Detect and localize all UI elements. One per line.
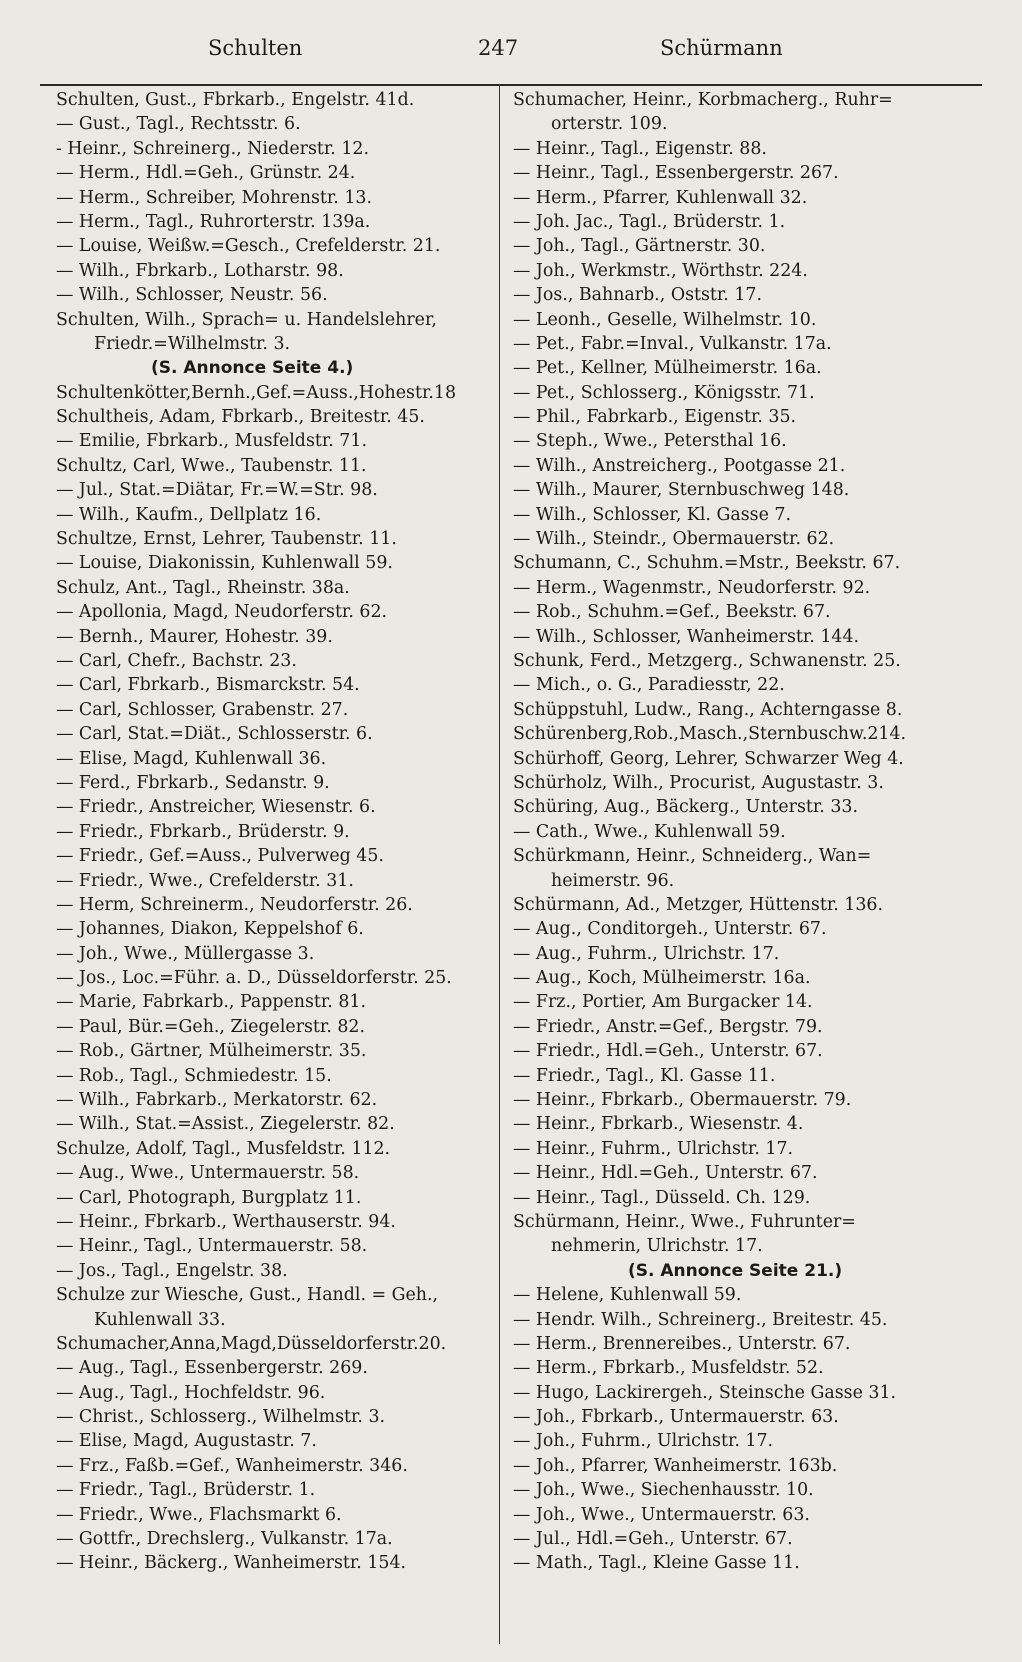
directory-entry: — Wilh., Maurer, Sternbuschweg 148.	[513, 480, 850, 501]
directory-entry: — Math., Tagl., Kleine Gasse 11.	[513, 1553, 800, 1574]
directory-entry: — Christ., Schlosserg., Wilhelmstr. 3.	[56, 1407, 386, 1428]
directory-entry: — Herm., Schreiber, Mohrenstr. 13.	[56, 187, 372, 208]
annonce-reference: (S. Annonce Seite 21.)	[628, 1260, 843, 1281]
directory-entry: orterstr. 109.	[551, 114, 668, 135]
directory-entry: Kuhlenwall 33.	[94, 1309, 226, 1330]
directory-entry: — Bernh., Maurer, Hohestr. 39.	[56, 626, 333, 647]
directory-entry: — Friedr., Anstr.=Gef., Bergstr. 79.	[513, 1016, 823, 1037]
directory-entry: Schumacher,Anna,Magd,Düsseldorferstr.20.	[56, 1333, 447, 1354]
directory-entry: — Herm., Fbrkarb., Musfeldstr. 52.	[513, 1358, 824, 1379]
directory-entry: — Ferd., Fbrkarb., Sedanstr. 9.	[56, 772, 330, 793]
directory-entry: Schürhoff, Georg, Lehrer, Schwarzer Weg 4.	[513, 748, 904, 769]
directory-entry: — Heinr., Fbrkarb., Wiesenstr. 4.	[513, 1114, 804, 1135]
directory-entry: — Heinr., Hdl.=Geh., Unterstr. 67.	[513, 1163, 818, 1184]
directory-entry: — Joh. Jac., Tagl., Brüderstr. 1.	[513, 211, 786, 232]
directory-entry: — Pet., Fabr.=Inval., Vulkanstr. 17a.	[513, 333, 832, 354]
directory-entry: — Joh., Wwe., Siechenhausstr. 10.	[513, 1480, 814, 1501]
directory-entry: Schultenkötter,Bernh.,Gef.=Auss.,Hohestr.18	[56, 382, 457, 403]
directory-entry: — Herm., Tagl., Ruhrorterstr. 139a.	[56, 211, 371, 232]
directory-entry: — Carl, Chefr., Bachstr. 23.	[56, 650, 297, 671]
directory-entry: — Heinr., Fuhrm., Ulrichstr. 17.	[513, 1138, 794, 1159]
header-rule	[40, 84, 982, 86]
page-header	[0, 36, 1022, 70]
directory-entry: — Elise, Magd, Kuhlenwall 36.	[56, 748, 327, 769]
directory-entry: — Johannes, Diakon, Keppelshof 6.	[56, 919, 364, 940]
directory-entry: Schultze, Ernst, Lehrer, Taubenstr. 11.	[56, 529, 397, 550]
directory-entry: — Jos., Bahnarb., Oststr. 17.	[513, 285, 763, 306]
directory-entry: — Heinr., Fbrkarb., Werthauserstr. 94.	[56, 1211, 396, 1232]
directory-entry: — Emilie, Fbrkarb., Musfeldstr. 71.	[56, 431, 367, 452]
directory-entry: — Friedr., Fbrkarb., Brüderstr. 9.	[56, 821, 350, 842]
directory-entry: — Gust., Tagl., Rechtsstr. 6.	[56, 114, 301, 135]
directory-entry: — Rob., Gärtner, Mülheimerstr. 35.	[56, 1041, 367, 1062]
directory-entry: — Wilh., Steindr., Obermauerstr. 62.	[513, 529, 835, 550]
directory-entry: — Wilh., Anstreicherg., Pootgasse 21.	[513, 455, 846, 476]
directory-entry: — Herm., Brennereibes., Unterstr. 67.	[513, 1333, 851, 1354]
directory-entry: — Elise, Magd, Augustastr. 7.	[56, 1431, 317, 1452]
directory-entry: — Friedr., Gef.=Auss., Pulverweg 45.	[56, 846, 384, 867]
directory-entry: Schüring, Aug., Bäckerg., Unterstr. 33.	[513, 797, 859, 818]
directory-entry: nehmerin, Ulrichstr. 17.	[551, 1236, 763, 1257]
directory-entry: — Friedr., Wwe., Flachsmarkt 6.	[56, 1504, 342, 1525]
directory-entry: Schultz, Carl, Wwe., Taubenstr. 11.	[56, 455, 367, 476]
directory-entry: — Carl, Photograph, Burgplatz 11.	[56, 1187, 362, 1208]
directory-entry: — Joh., Tagl., Gärtnerstr. 30.	[513, 236, 766, 257]
left-column	[56, 88, 496, 1576]
directory-entry: — Jul., Hdl.=Geh., Unterstr. 67.	[513, 1529, 793, 1550]
directory-entry: Schürmann, Heinr., Wwe., Fuhrunter=	[513, 1211, 856, 1232]
directory-entry: — Aug., Conditorgeh., Unterstr. 67.	[513, 919, 827, 940]
directory-entry: — Friedr., Anstreicher, Wiesenstr. 6.	[56, 797, 376, 818]
directory-entry: — Paul, Bür.=Geh., Ziegelerstr. 82.	[56, 1016, 366, 1037]
directory-entry: — Wilh., Fabrkarb., Merkatorstr. 62.	[56, 1090, 378, 1111]
directory-entry: — Friedr., Tagl., Brüderstr. 1.	[56, 1480, 316, 1501]
directory-entry: Schürholz, Wilh., Procurist, Augustastr. 3.	[513, 772, 884, 793]
directory-entry: Schulten, Gust., Fbrkarb., Engelstr. 41d.	[56, 90, 415, 110]
directory-entry: — Frz., Portier, Am Burgacker 14.	[513, 992, 813, 1013]
directory-entry: Schulten, Wilh., Sprach= u. Handelslehrer,	[56, 309, 437, 330]
directory-entry: — Joh., Werkmstr., Wörthstr. 224.	[513, 260, 808, 281]
directory-entry: — Friedr., Hdl.=Geh., Unterstr. 67.	[513, 1041, 823, 1062]
directory-entry: — Mich., o. G., Paradiesstr, 22.	[513, 675, 785, 696]
directory-entry: — Joh., Fuhrm., Ulrichstr. 17.	[513, 1431, 774, 1452]
directory-entry: — Cath., Wwe., Kuhlenwall 59.	[513, 821, 786, 842]
directory-entry: — Rob., Tagl., Schmiedestr. 15.	[56, 1065, 332, 1086]
directory-entry: — Steph., Wwe., Petersthal 16.	[513, 431, 787, 452]
directory-entry: — Jos., Loc.=Führ. a. D., Düsseldorferstr. 25.	[56, 968, 452, 989]
page-number: 247	[478, 36, 519, 60]
directory-entry: — Joh., Fbrkarb., Untermauerstr. 63.	[513, 1407, 839, 1428]
directory-entry: — Wilh., Schlosser, Neustr. 56.	[56, 285, 328, 306]
directory-entry: — Heinr., Tagl., Essenbergerstr. 267.	[513, 163, 839, 184]
directory-entry: heimerstr. 96.	[551, 870, 675, 891]
directory-entry: Schumacher, Heinr., Korbmacherg., Ruhr=	[513, 90, 893, 110]
directory-entry: Schunk, Ferd., Metzgerg., Schwanenstr. 25.	[513, 650, 901, 671]
directory-entry: Schultheis, Adam, Fbrkarb., Breitestr. 45.	[56, 407, 425, 428]
directory-entry: — Hendr. Wilh., Schreinerg., Breitestr. 45.	[513, 1309, 888, 1330]
directory-entry: — Aug., Fuhrm., Ulrichstr. 17.	[513, 943, 780, 964]
directory-entry: Schulz, Ant., Tagl., Rheinstr. 38a.	[56, 577, 350, 598]
right-column	[513, 88, 953, 1576]
directory-entry: Schürkmann, Heinr., Schneiderg., Wan=	[513, 846, 872, 867]
directory-entry: — Heinr., Tagl., Eigenstr. 88.	[513, 138, 767, 159]
directory-entry: — Wilh., Stat.=Assist., Ziegelerstr. 82.	[56, 1114, 395, 1135]
directory-entry: — Wilh., Schlosser, Wanheimerstr. 144.	[513, 626, 860, 647]
directory-entry: — Heinr., Fbrkarb., Obermauerstr. 79.	[513, 1090, 852, 1111]
directory-entry: — Joh., Pfarrer, Wanheimerstr. 163b.	[513, 1455, 838, 1476]
directory-entry: — Wilh., Schlosser, Kl. Gasse 7.	[513, 504, 792, 525]
header-left-keyword: Schulten	[208, 36, 303, 60]
directory-entry: — Heinr., Tagl., Untermauerstr. 58.	[56, 1236, 368, 1257]
directory-entry: — Aug., Wwe., Untermauerstr. 58.	[56, 1163, 360, 1184]
directory-entry: — Carl, Schlosser, Grabenstr. 27.	[56, 699, 349, 720]
header-right-keyword: Schürmann	[660, 36, 783, 60]
directory-entry: — Wilh., Kaufm., Dellplatz 16.	[56, 504, 322, 525]
directory-entry: — Pet., Kellner, Mülheimerstr. 16a.	[513, 358, 822, 379]
directory-entry: — Herm, Schreinerm., Neudorferstr. 26.	[56, 894, 413, 915]
directory-entry: — Gottfr., Drechslerg., Vulkanstr. 17a.	[56, 1529, 393, 1550]
column-divider	[499, 84, 500, 1644]
annonce-reference: (S. Annonce Seite 4.)	[151, 358, 354, 379]
directory-entry: — Carl, Fbrkarb., Bismarckstr. 54.	[56, 675, 360, 696]
directory-entry: — Louise, Weißw.=Gesch., Crefelderstr. 21.	[56, 236, 441, 257]
directory-entry: — Pet., Schlosserg., Königsstr. 71.	[513, 382, 815, 403]
directory-entry: — Leonh., Geselle, Wilhelmstr. 10.	[513, 309, 817, 330]
directory-entry: — Rob., Schuhm.=Gef., Beekstr. 67.	[513, 602, 831, 623]
directory-entry: — Aug., Koch, Mülheimerstr. 16a.	[513, 968, 811, 989]
directory-entry: — Joh., Wwe., Müllergasse 3.	[56, 943, 315, 964]
directory-entry: Schürenberg,Rob.,Masch.,Sternbuschw.214.	[513, 724, 907, 745]
directory-entry: — Heinr., Bäckerg., Wanheimerstr. 154.	[56, 1553, 407, 1574]
directory-entry: Friedr.=Wilhelmstr. 3.	[94, 333, 291, 354]
directory-entry: — Louise, Diakonissin, Kuhlenwall 59.	[56, 553, 393, 574]
directory-entry: — Joh., Wwe., Untermauerstr. 63.	[513, 1504, 810, 1525]
directory-entry: — Heinr., Tagl., Düsseld. Ch. 129.	[513, 1187, 811, 1208]
directory-entry: — Jos., Tagl., Engelstr. 38.	[56, 1260, 288, 1281]
directory-entry: — Hugo, Lackirergeh., Steinsche Gasse 31.	[513, 1382, 897, 1403]
directory-entry: - Heinr., Schreinerg., Niederstr. 12.	[56, 138, 369, 159]
directory-entry: — Frz., Faßb.=Gef., Wanheimerstr. 346.	[56, 1455, 408, 1476]
directory-entry: — Herm., Wagenmstr., Neudorferstr. 92.	[513, 577, 871, 598]
directory-entry: — Friedr., Wwe., Crefelderstr. 31.	[56, 870, 354, 891]
directory-entry: — Friedr., Tagl., Kl. Gasse 11.	[513, 1065, 776, 1086]
directory-entry: Schulze zur Wiesche, Gust., Handl. = Geh.,	[56, 1285, 439, 1306]
directory-entry: — Apollonia, Magd, Neudorferstr. 62.	[56, 602, 388, 623]
directory-entry: Schürmann, Ad., Metzger, Hüttenstr. 136.	[513, 894, 884, 915]
directory-entry: Schüppstuhl, Ludw., Rang., Achterngasse 8.	[513, 699, 903, 720]
directory-entry: Schumann, C., Schuhm.=Mstr., Beekstr. 67.	[513, 553, 901, 574]
directory-entry: — Aug., Tagl., Hochfeldstr. 96.	[56, 1382, 326, 1403]
directory-entry: — Aug., Tagl., Essenbergerstr. 269.	[56, 1358, 368, 1379]
directory-entry: — Herm., Hdl.=Geh., Grünstr. 24.	[56, 163, 356, 184]
directory-entry: — Jul., Stat.=Diätar, Fr.=W.=Str. 98.	[56, 480, 378, 501]
directory-entry: — Phil., Fabrkarb., Eigenstr. 35.	[513, 407, 797, 428]
directory-entry: — Carl, Stat.=Diät., Schlosserstr. 6.	[56, 724, 373, 745]
directory-entry: — Herm., Pfarrer, Kuhlenwall 32.	[513, 187, 808, 208]
directory-entry: — Helene, Kuhlenwall 59.	[513, 1285, 742, 1306]
directory-entry: — Wilh., Fbrkarb., Lotharstr. 98.	[56, 260, 344, 281]
directory-entry: Schulze, Adolf, Tagl., Musfeldstr. 112.	[56, 1138, 391, 1159]
directory-entry: — Marie, Fabrkarb., Pappenstr. 81.	[56, 992, 367, 1013]
